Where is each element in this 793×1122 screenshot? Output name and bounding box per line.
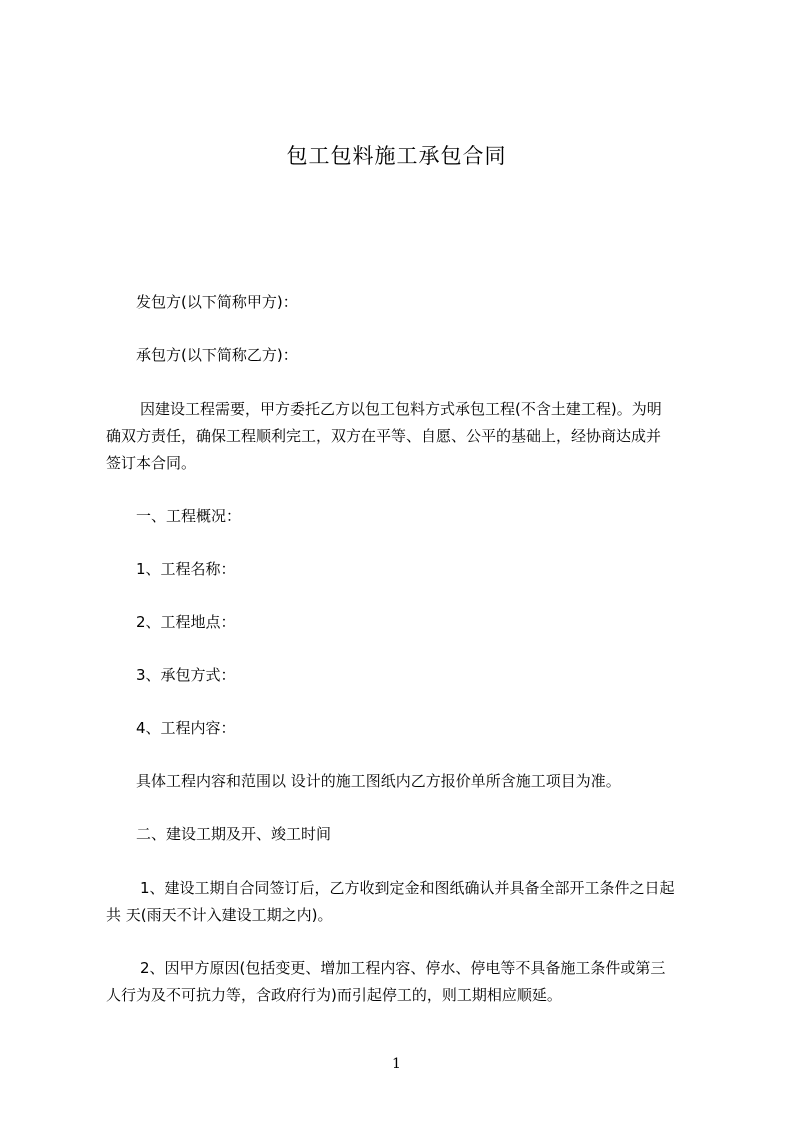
section1-item-contract-method: 3、承包方式： [136,666,236,684]
section1-content-text: 具体工程内容和范围以 设计的施工图纸内乙方报价单所含施工项目为准。 [136,772,621,790]
section1-heading: 一、工程概况： [136,507,242,525]
document-title: 包工包料施工承包合同 [286,144,507,168]
intro-line-1: 因建设工程需要，甲方委托乙方以包工包料方式承包工程(不含土建工程)。为明 [140,400,662,418]
section2-item1-line-2: 共 天(雨天不计入建设工期之内)。 [106,906,333,924]
party-b-line: 承包方(以下简称乙方)： [136,346,298,364]
intro-line-3: 签订本合同。 [106,454,197,472]
party-a-line: 发包方(以下简称甲方)： [136,293,298,311]
section2-item2-line-2: 人行为及不可抗力等，含政府行为)而引起停工的，则工期相应顺延。 [106,986,562,1004]
section2-item2-line-1: 2、因甲方原因(包括变更、增加工程内容、停水、停电等不具备施工条件或第三 [140,959,666,977]
section1-item-project-name: 1、工程名称： [136,560,236,578]
section1-item-project-content: 4、工程内容： [136,719,236,737]
page-number: 1 [392,1056,401,1072]
section1-item-project-location: 2、工程地点： [136,613,236,631]
section2-heading: 二、建设工期及开、竣工时间 [136,825,332,843]
section2-item1-line-1: 1、建设工期自合同签订后，乙方收到定金和图纸确认并具备全部开工条件之日起 [140,879,675,897]
intro-line-2: 确双方责任，确保工程顺利完工，双方在平等、自愿、公平的基础上，经协商达成并 [106,427,662,445]
